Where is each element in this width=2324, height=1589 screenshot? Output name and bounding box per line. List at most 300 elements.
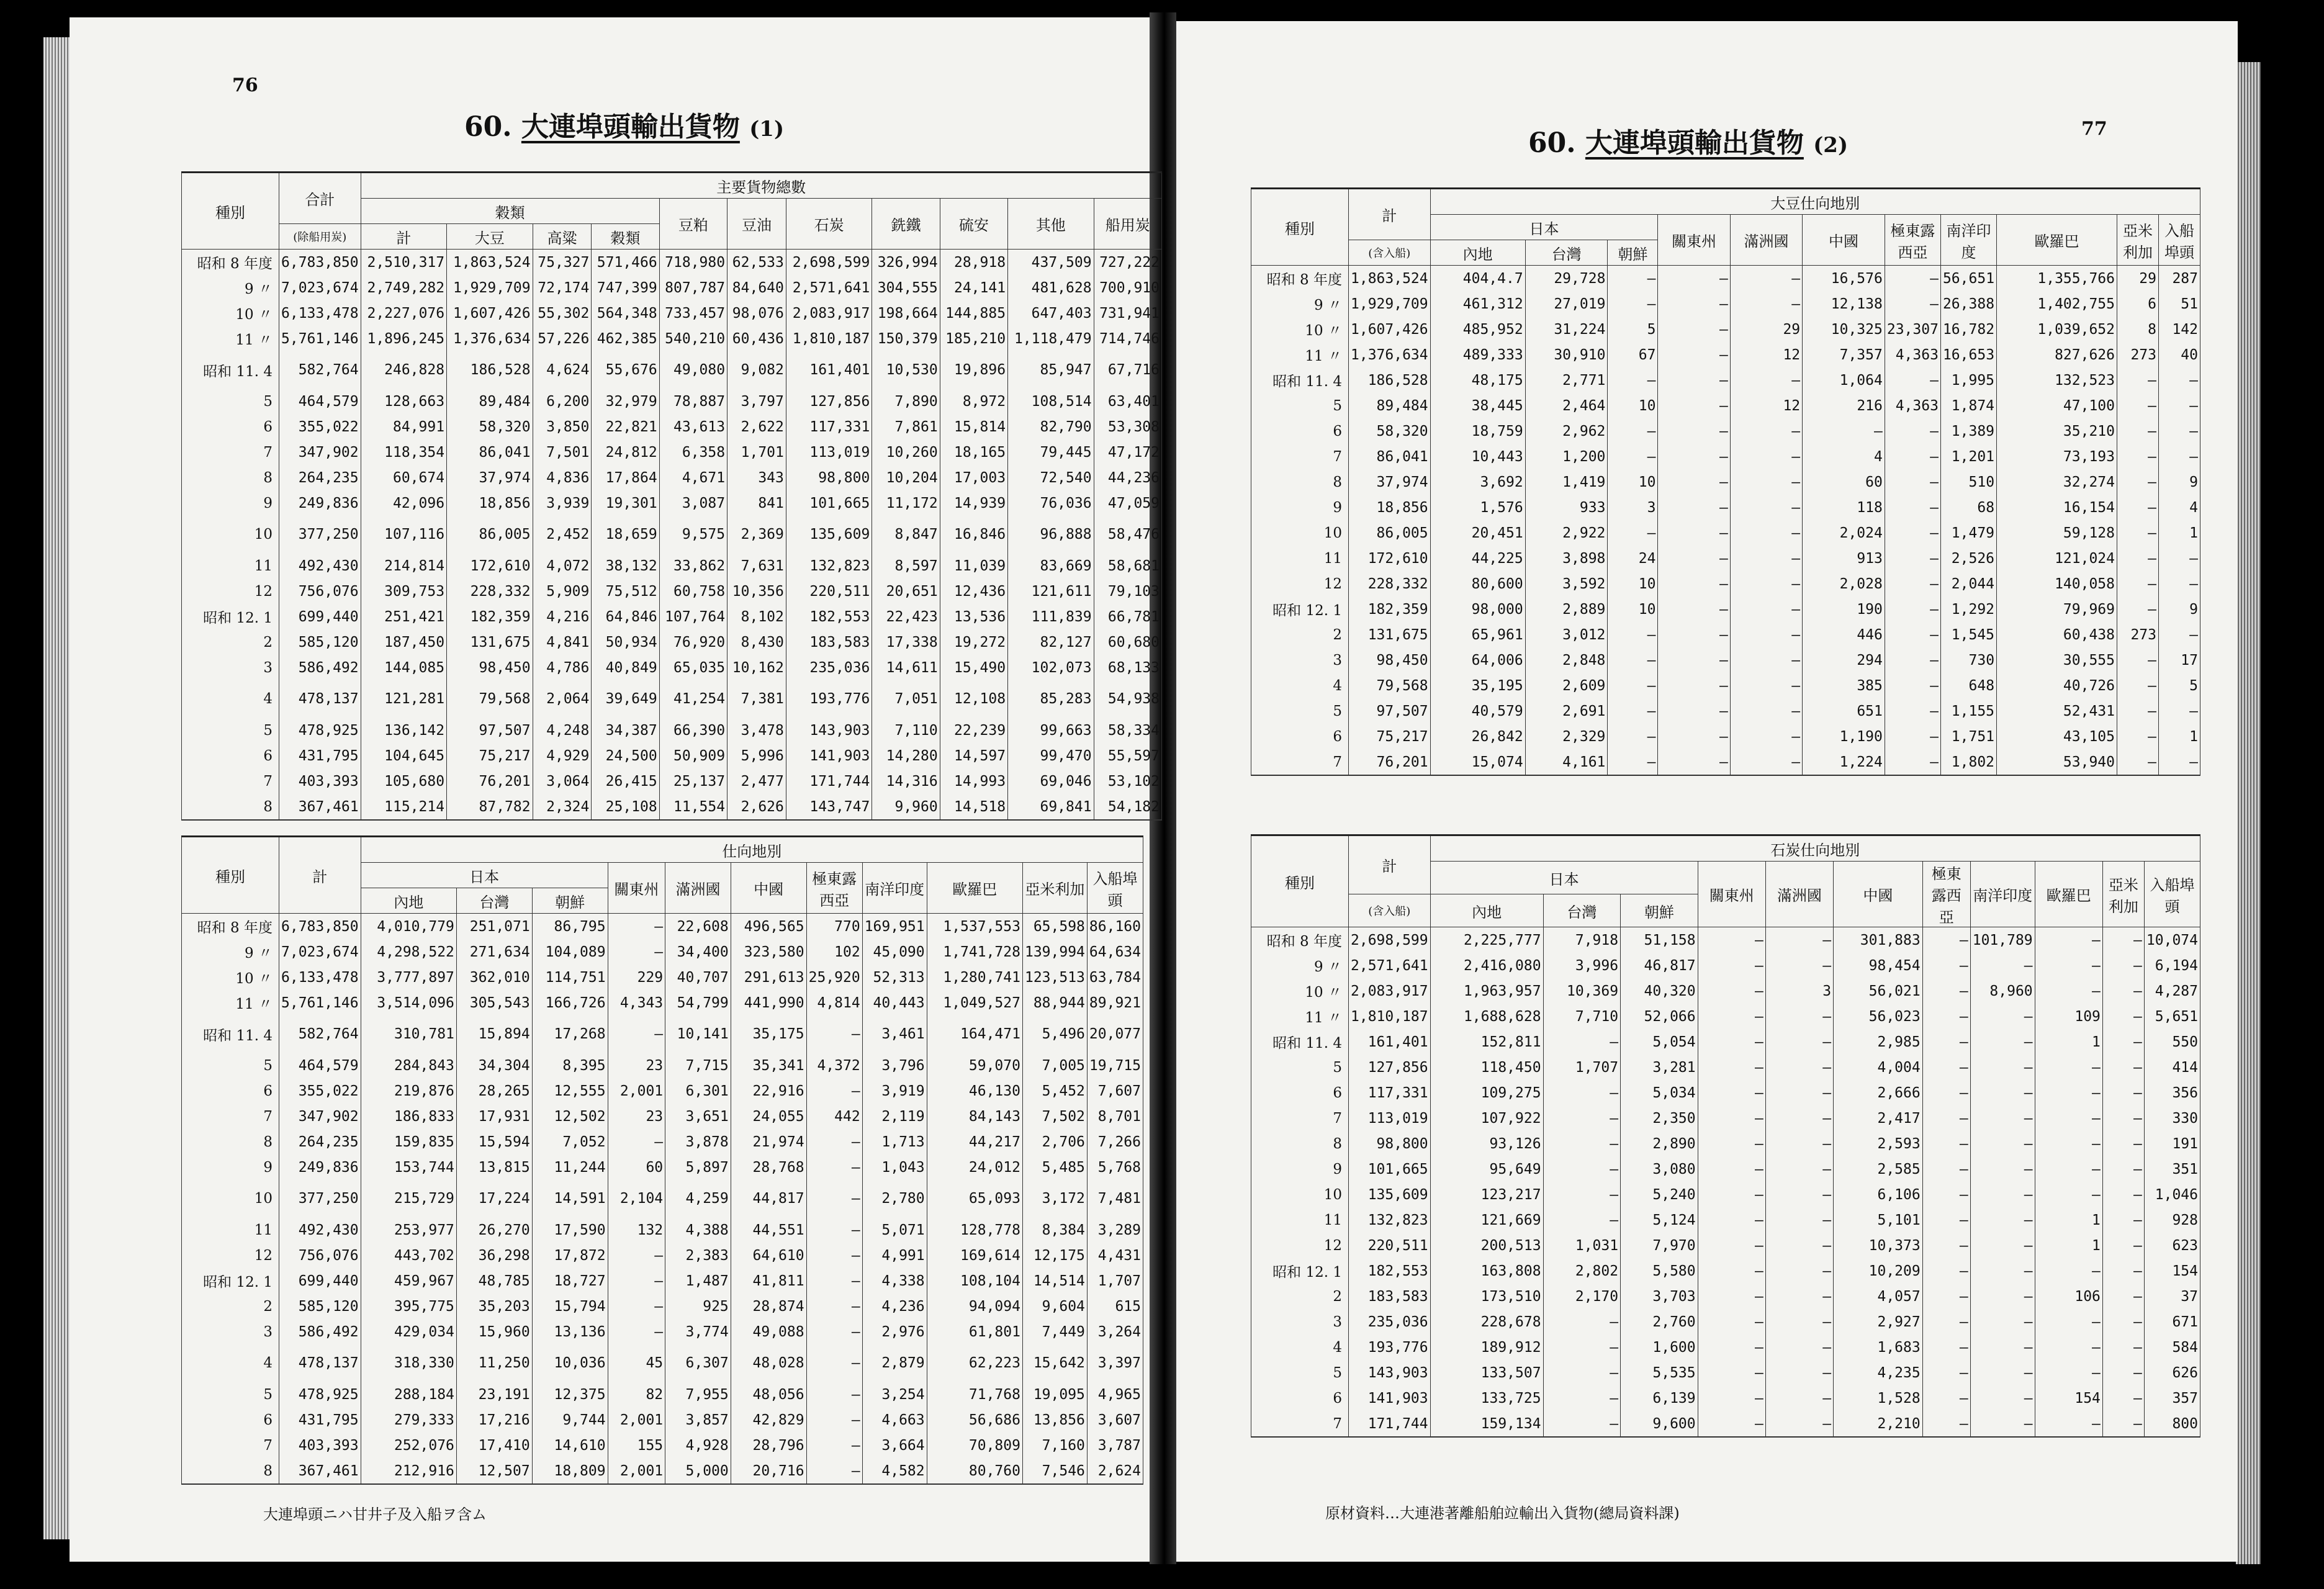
table-cell: 4,057 [1834, 1284, 1923, 1309]
table-cell: 2,889 [1525, 596, 1608, 622]
table-cell: 75,327 [533, 250, 592, 276]
table-cell: 98,800 [1349, 1131, 1431, 1156]
table-cell: 15,960 [456, 1319, 532, 1344]
table-cell: — [2102, 1335, 2144, 1360]
table-cell: — [1922, 978, 1970, 1004]
table-cell: 17 [2159, 647, 2200, 673]
page-title [1528, 120, 1848, 160]
table-cell: 64,006 [1430, 647, 1525, 673]
table-cell: 3,777,897 [361, 965, 456, 990]
table-cell: 14,316 [872, 768, 940, 794]
table-cell: 118,450 [1430, 1055, 1543, 1080]
table-cell: — [2159, 571, 2200, 596]
table-cell: 31,224 [1525, 317, 1608, 342]
table-cell: 22,608 [665, 914, 731, 940]
table-cell: 1,224 [1803, 749, 1885, 775]
table-cell: 1,043 [862, 1155, 927, 1180]
table-cell: 2,622 [727, 414, 786, 439]
table-cell: — [1698, 1055, 1765, 1080]
table-row [182, 1078, 1143, 1104]
table-cell: 45,090 [862, 939, 927, 965]
table-cell: 22,239 [940, 718, 1007, 743]
table-cell: 113,019 [786, 439, 872, 465]
table-cell: 540,210 [659, 326, 727, 351]
table-row [1251, 1385, 2200, 1411]
table-row [1251, 596, 2200, 622]
table-cell: 163,808 [1430, 1258, 1543, 1284]
table-cell: 89,484 [447, 389, 533, 414]
table-cell: 5,034 [1621, 1080, 1698, 1105]
table-cell: 626 [2144, 1360, 2200, 1385]
table-cell: 12,108 [940, 680, 1007, 718]
table-cell: — [1922, 1411, 1970, 1437]
table-cell: — [2102, 927, 2144, 953]
table-cell: 152,811 [1430, 1029, 1543, 1055]
table-cell: 40,320 [1621, 978, 1698, 1004]
table-cell: 23,307 [1885, 317, 1940, 342]
table-row [1251, 953, 2200, 978]
table-cell: — [1608, 647, 1658, 673]
table-cell: 186,528 [447, 351, 533, 389]
table-cell: 47,059 [1094, 490, 1161, 516]
main-cargo-table [181, 171, 1162, 821]
left-page [70, 17, 1160, 1562]
table-cell: 1,389 [1940, 418, 1996, 444]
table-cell: — [1698, 1360, 1765, 1385]
table-cell: — [2102, 1055, 2144, 1080]
col-header: 計 [361, 224, 446, 250]
table-cell: 3,919 [862, 1078, 927, 1104]
table-cell: 133,725 [1430, 1385, 1543, 1411]
table-row [1251, 673, 2200, 698]
table-cell: 2,001 [608, 1458, 665, 1484]
table-cell: — [608, 1129, 665, 1155]
table-cell: — [1698, 1080, 1765, 1105]
table-cell: 2,879 [862, 1344, 927, 1382]
table-cell: 2,001 [608, 1407, 665, 1433]
table-cell: 7,266 [1087, 1129, 1143, 1155]
table-cell: 9,960 [872, 794, 940, 820]
row-label: 4 [182, 680, 279, 718]
table-cell: 6,200 [533, 389, 592, 414]
table-row [182, 516, 1162, 553]
row-label: 8 [182, 465, 279, 490]
table-cell: 11,172 [872, 490, 940, 516]
table-cell: 33,862 [659, 553, 727, 578]
table-cell: 1,201 [1940, 444, 1996, 469]
row-label: 11 [182, 553, 279, 578]
table-cell: 10,074 [2144, 927, 2200, 953]
table-cell: — [1608, 367, 1658, 393]
table-cell: 17,590 [532, 1217, 608, 1243]
table-cell: 16,653 [1940, 342, 1996, 367]
table-cell: — [1922, 1284, 1970, 1309]
table-cell: — [2117, 673, 2159, 698]
table-cell: 585,120 [279, 629, 361, 655]
table-cell: 161,401 [1349, 1029, 1431, 1055]
table-cell: 2,383 [665, 1243, 731, 1268]
table-cell: 4,671 [659, 465, 727, 490]
table-cell: 76,201 [447, 768, 533, 794]
table-cell: 8,384 [1022, 1217, 1087, 1243]
table-cell: — [1730, 698, 1802, 724]
table-row [1251, 418, 2200, 444]
table-cell: 28,768 [731, 1155, 806, 1180]
table-cell: 252,076 [361, 1433, 456, 1458]
table-cell: 49,088 [731, 1319, 806, 1344]
table-cell: 38,445 [1430, 393, 1525, 418]
table-cell: 10 [1608, 571, 1658, 596]
table-cell: 107,764 [659, 604, 727, 629]
table-cell: 3,797 [727, 389, 786, 414]
table-cell: — [2102, 953, 2144, 978]
table-cell: 246,828 [361, 351, 446, 389]
table-cell: — [2117, 571, 2159, 596]
table-cell: — [1970, 1105, 2035, 1131]
table-cell: 377,250 [279, 516, 361, 553]
table-cell: 2,771 [1525, 367, 1608, 393]
table-row [182, 439, 1162, 465]
table-cell: 40,443 [862, 990, 927, 1015]
table-cell: 108,104 [927, 1268, 1022, 1294]
page-number: 76 [232, 74, 258, 96]
table-cell: 481,628 [1008, 275, 1094, 300]
table-cell: 355,022 [279, 1078, 361, 1104]
col-header: 亞米利加 [1022, 863, 1087, 914]
table-cell: 118 [1803, 495, 1885, 520]
table-cell: 54,799 [665, 990, 731, 1015]
table-cell: 117,331 [1349, 1080, 1431, 1105]
table-cell: — [1608, 749, 1658, 775]
table-cell: 4,287 [2144, 978, 2200, 1004]
table-cell: — [2117, 393, 2159, 418]
table-cell: 2,510,317 [361, 250, 446, 276]
table-cell: — [1922, 1105, 1970, 1131]
table-cell: 3,264 [1087, 1319, 1143, 1344]
table-cell: 65,598 [1022, 914, 1087, 940]
table-cell: — [1922, 1309, 1970, 1335]
table-cell: 186,833 [361, 1104, 456, 1129]
table-cell: 699,440 [279, 1268, 361, 1294]
table-cell: 65,093 [927, 1180, 1022, 1217]
table-cell: 3,796 [862, 1053, 927, 1078]
table-cell: — [1765, 1284, 1833, 1309]
table-row [182, 553, 1162, 578]
col-header: 滿洲國 [1765, 862, 1833, 927]
table-cell: 1,701 [727, 439, 786, 465]
table-cell: 14,514 [1022, 1268, 1087, 1294]
table-cell: — [1658, 724, 1730, 749]
table-cell: 109 [2035, 1004, 2102, 1029]
table-cell: 284,843 [361, 1053, 456, 1078]
table-cell: 478,137 [279, 1344, 361, 1382]
table-cell: 1 [2159, 520, 2200, 546]
table-cell: — [2035, 1360, 2102, 1385]
table-cell: — [1885, 571, 1940, 596]
table-cell: 113,019 [1349, 1105, 1431, 1131]
table-cell: — [2035, 1055, 2102, 1080]
title-part: (1) [749, 117, 785, 142]
table-cell: 9,600 [1621, 1411, 1698, 1437]
row-label: 7 [182, 768, 279, 794]
table-cell: — [1658, 571, 1730, 596]
row-label: 2 [1251, 1284, 1349, 1309]
table-cell: 75,512 [592, 578, 659, 604]
table-cell: 64,634 [1087, 939, 1143, 965]
table-cell: 585,120 [279, 1294, 361, 1319]
header-total: 計 [1349, 189, 1431, 240]
table-cell: 44,217 [927, 1129, 1022, 1155]
table-cell: — [1922, 927, 1970, 953]
table-cell: — [1658, 698, 1730, 724]
col-header: 朝鮮 [532, 888, 608, 914]
table-cell: 183,583 [786, 629, 872, 655]
table-cell: 10 [1608, 393, 1658, 418]
header-group: 仕向地別 [361, 837, 1143, 863]
table-cell: — [1543, 1335, 1621, 1360]
table-cell: 6,133,478 [279, 300, 361, 326]
table-cell: 7,381 [727, 680, 786, 718]
table-cell: 220,511 [786, 578, 872, 604]
table-cell: 93,126 [1430, 1131, 1543, 1156]
table-cell: 141,903 [1349, 1385, 1431, 1411]
table-cell: 101,789 [1970, 927, 2035, 953]
table-cell: — [1608, 520, 1658, 546]
table-cell: 82,790 [1008, 414, 1094, 439]
table-row [1251, 571, 2200, 596]
table-cell: 75,217 [1349, 724, 1431, 749]
row-label: 11 〃 [1251, 342, 1349, 367]
table-row [1251, 1411, 2200, 1437]
table-cell: 404,4.7 [1430, 266, 1525, 292]
table-cell: 40 [2159, 342, 2200, 367]
table-cell: 6,307 [665, 1344, 731, 1382]
table-cell: 807,787 [659, 275, 727, 300]
table-cell: 26,842 [1430, 724, 1525, 749]
table-cell: 37,974 [1349, 469, 1431, 495]
table-cell: 571,466 [592, 250, 659, 276]
table-cell: — [1765, 1004, 1833, 1029]
table-row [1251, 1207, 2200, 1233]
table-cell: 28,874 [731, 1294, 806, 1319]
table-cell: — [1765, 1029, 1833, 1055]
table-cell: — [1765, 1207, 1833, 1233]
table-cell: 437,509 [1008, 250, 1094, 276]
table-cell: 60,438 [1997, 622, 2117, 647]
table-cell: 15,814 [940, 414, 1007, 439]
table-cell: 4,582 [862, 1458, 927, 1484]
table-row [1251, 1360, 2200, 1385]
table-cell: — [608, 1319, 665, 1344]
table-cell: — [1730, 647, 1802, 673]
table-cell: 3,787 [1087, 1433, 1143, 1458]
table-cell: 107,116 [361, 516, 446, 553]
table-cell: — [2035, 1105, 2102, 1131]
row-label: 9 〃 [182, 275, 279, 300]
table-row [182, 1053, 1143, 1078]
table-cell: 647,403 [1008, 300, 1094, 326]
table-cell: 84,991 [361, 414, 446, 439]
table-cell: 7,052 [532, 1129, 608, 1155]
table-cell: 14,597 [940, 743, 1007, 768]
table-cell: 57,226 [533, 326, 592, 351]
table-cell: — [1608, 444, 1658, 469]
table-cell: — [1658, 520, 1730, 546]
table-cell: 17,864 [592, 465, 659, 490]
soybean-destination-table [1251, 187, 2200, 776]
table-cell: 442 [806, 1104, 862, 1129]
table-cell: 76,036 [1008, 490, 1094, 516]
table-cell: 1,528 [1834, 1385, 1923, 1411]
table-cell: — [806, 1433, 862, 1458]
table-cell: — [1765, 1385, 1833, 1411]
table-cell: 2,028 [1803, 571, 1885, 596]
table-cell: — [1765, 1233, 1833, 1258]
table-cell: 7,715 [665, 1053, 731, 1078]
table-cell: 15,894 [456, 1015, 532, 1053]
table-cell: 2,780 [862, 1180, 927, 1217]
table-cell: 10 [1608, 596, 1658, 622]
table-cell: 1,802 [1940, 749, 1996, 775]
table-cell: 347,902 [279, 439, 361, 465]
table-cell: 86,041 [447, 439, 533, 465]
col-header: 中國 [731, 863, 806, 914]
table-cell: 182,359 [447, 604, 533, 629]
col-header: 石炭 [786, 199, 872, 250]
table-cell: 1,810,187 [786, 326, 872, 351]
header-japan: 日本 [1430, 215, 1658, 240]
table-cell: 510 [1940, 469, 1996, 495]
table-body [1251, 266, 2200, 776]
table-cell: 17,003 [940, 465, 1007, 490]
table-cell: 141,903 [786, 743, 872, 768]
col-header: 入船埠頭 [2159, 215, 2200, 266]
table-cell: 220,511 [1349, 1233, 1431, 1258]
table-cell: 189,912 [1430, 1335, 1543, 1360]
table-cell: — [1970, 1156, 2035, 1182]
table-cell: 183,583 [1349, 1284, 1431, 1309]
table-cell: 4,786 [533, 655, 592, 680]
table-cell: 3,664 [862, 1433, 927, 1458]
table-cell: — [1885, 418, 1940, 444]
table-cell: 730 [1940, 647, 1996, 673]
table-cell: 12,555 [532, 1078, 608, 1104]
table-cell: 41,254 [659, 680, 727, 718]
table-cell: 1,600 [1621, 1335, 1698, 1360]
table-cell: 2,706 [1022, 1129, 1087, 1155]
col-header: 內地 [1430, 240, 1525, 266]
header-total: 計 [279, 837, 361, 914]
table-cell: 271,634 [456, 939, 532, 965]
row-label: 昭和 11. 4 [182, 1015, 279, 1053]
header-japan: 日本 [1430, 862, 1698, 894]
table-cell: 7,051 [872, 680, 940, 718]
footnote: 大連埠頭ニハ甘井子及入船ヲ含ム [263, 1506, 487, 1523]
table-cell: — [1885, 749, 1940, 775]
row-label: 7 [1251, 1105, 1349, 1131]
table-cell: — [1765, 1182, 1833, 1207]
col-header: 關東州 [608, 863, 665, 914]
row-label: 5 [182, 389, 279, 414]
table-cell: 7,955 [665, 1382, 731, 1407]
table-cell: 1,929,709 [1349, 291, 1431, 317]
table-cell: — [806, 1129, 862, 1155]
table-cell: 12,175 [1022, 1243, 1087, 1268]
table-row [182, 1104, 1143, 1129]
table-cell: — [1970, 1207, 2035, 1233]
table-cell: 14,591 [532, 1180, 608, 1217]
table-cell: — [1970, 1182, 2035, 1207]
table-cell: 25,920 [806, 965, 862, 990]
table-cell: 159,134 [1430, 1411, 1543, 1437]
table-cell: 582,764 [279, 1015, 361, 1053]
table-cell: 55,676 [592, 351, 659, 389]
table-row [182, 1155, 1143, 1180]
table-cell: 72,174 [533, 275, 592, 300]
table-cell: — [806, 1268, 862, 1294]
table-cell: 1,713 [862, 1129, 927, 1155]
table-cell: — [2035, 927, 2102, 953]
table-cell: 5,768 [1087, 1155, 1143, 1180]
table-cell: — [1922, 1207, 1970, 1233]
table-cell: 86,160 [1087, 914, 1143, 940]
table-cell: 2,609 [1525, 673, 1608, 698]
table-cell: — [2102, 1411, 2144, 1437]
table-cell: 1,896,245 [361, 326, 446, 351]
table-cell: 3,592 [1525, 571, 1608, 596]
table-cell: 496,565 [731, 914, 806, 940]
table-cell: 40,707 [665, 965, 731, 990]
row-label: 5 [182, 1382, 279, 1407]
table-cell: 18,809 [532, 1458, 608, 1484]
table-cell: 49,080 [659, 351, 727, 389]
table-cell: 98,450 [1349, 647, 1431, 673]
table-cell: 102,073 [1008, 655, 1094, 680]
table-cell: 154 [2144, 1258, 2200, 1284]
table-cell: 623 [2144, 1233, 2200, 1258]
table-cell: 48,785 [456, 1268, 532, 1294]
table-cell: 731,941 [1094, 300, 1161, 326]
table-cell: 29,728 [1525, 266, 1608, 292]
table-cell: 215,729 [361, 1180, 456, 1217]
table-cell: 2,890 [1621, 1131, 1698, 1156]
table-cell: 1,741,728 [927, 939, 1022, 965]
table-row [1251, 495, 2200, 520]
table-cell: — [1543, 1360, 1621, 1385]
table-cell: 7,631 [727, 553, 786, 578]
page-title [464, 104, 784, 144]
table-cell: 2,666 [1834, 1080, 1923, 1105]
table-cell: 8,847 [872, 516, 940, 553]
table-cell: 485,952 [1430, 317, 1525, 342]
table-cell: 94,094 [927, 1294, 1022, 1319]
table-cell: 253,977 [361, 1217, 456, 1243]
table-cell: 310,781 [361, 1015, 456, 1053]
table-cell: 3,080 [1621, 1156, 1698, 1182]
table-row [1251, 1131, 2200, 1156]
table-cell: 5,580 [1621, 1258, 1698, 1284]
table-cell: — [2102, 1029, 2144, 1055]
table-cell: 132 [608, 1217, 665, 1243]
table-cell: 1,280,741 [927, 965, 1022, 990]
table-cell: — [1698, 953, 1765, 978]
table-cell: 11,554 [659, 794, 727, 820]
table-cell: 34,304 [456, 1053, 532, 1078]
table-cell: 913 [1803, 546, 1885, 571]
table-cell: 5,240 [1621, 1182, 1698, 1207]
col-header: 大豆 [447, 224, 533, 250]
table-cell: 10,036 [532, 1344, 608, 1382]
